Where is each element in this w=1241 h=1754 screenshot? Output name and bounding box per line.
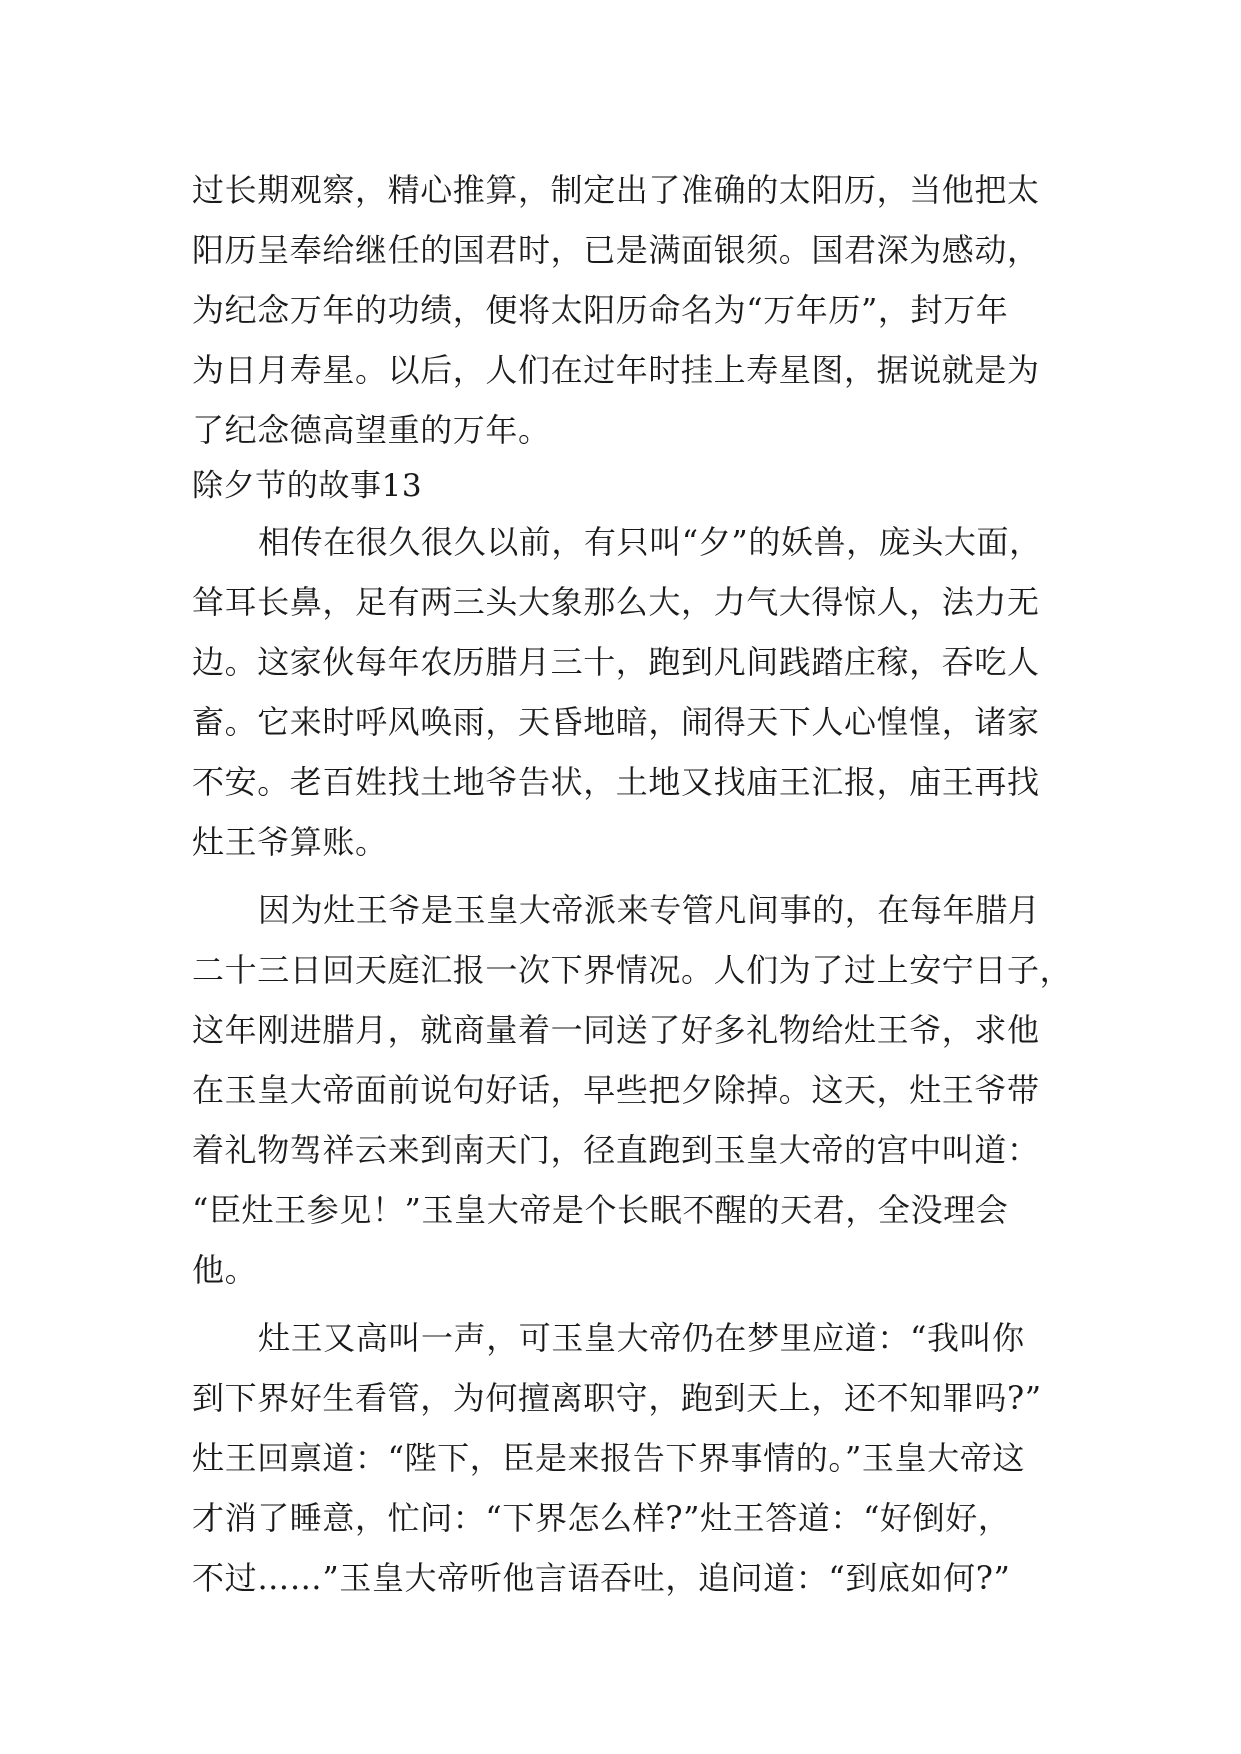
paragraph-3 [192,1308,1072,1608]
document-body [192,160,1072,1608]
text-line: 在玉皇大帝面前说句好话，早些把夕除掉。这天，灶王爷带 [192,1071,1040,1109]
text-line: 灶王爷算账。 [192,823,388,861]
text-line: 相传在很久很久以前，有只叫“夕”的妖兽，庞头大面， [258,523,1042,561]
section-title: 除夕节的故事13 [192,468,423,504]
text-line: 耸耳长鼻，足有两三头大象那么大，力气大得惊人，法力无 [192,583,1040,621]
text-line: 为日月寿星。以后，人们在过年时挂上寿星图，据说就是为 [192,351,1040,389]
text-line: “臣灶王参见！”玉皇大帝是个长眠不醒的天君，全没理会 [192,1191,1009,1229]
text-line: 不安。老百姓找土地爷告状，土地又找庙王汇报，庙王再找 [192,763,1040,801]
paragraph-gap [192,872,1072,880]
paragraph-1 [192,512,1072,872]
text-line: 不过……”玉皇大帝听他言语吞吐，追问道：“到底如何?” [192,1559,1011,1597]
paragraph-gap [192,1300,1072,1308]
text-line: 灶王回禀道：“陛下，臣是来报告下界事情的。”玉皇大帝这 [192,1439,1025,1477]
text-line: 为纪念万年的功绩，便将太阳历命名为“万年历”，封万年 [192,291,1009,329]
intro-paragraph [192,160,1072,460]
text-line: 灶王又高叫一声，可玉皇大帝仍在梦里应道：“我叫你 [258,1319,1025,1357]
text-line: 畜。它来时呼风唤雨，天昏地暗，闹得天下人心惶惶，诸家 [192,703,1040,741]
text-line: 了纪念德高望重的万年。 [192,411,551,449]
text-line: 他。 [192,1251,258,1289]
text-line: 二十三日回天庭汇报一次下界情况。人们为了过上安宁日子， [192,951,1073,989]
text-line: 着礼物驾祥云来到南天门，径直跑到玉皇大帝的宫中叫道： [192,1131,1040,1169]
text-line: 到下界好生看管，为何擅离职守，跑到天上，还不知罪吗?” [192,1379,1042,1417]
text-line: 阳历呈奉给继任的国君时，已是满面银须。国君深为感动， [192,231,1040,269]
text-line: 过长期观察，精心推算，制定出了准确的太阳历，当他把太 [192,171,1040,209]
text-line: 因为灶王爷是玉皇大帝派来专管凡间事的，在每年腊月 [258,891,1041,929]
text-line: 这年刚进腊月，就商量着一同送了好多礼物给灶王爷，求他 [192,1011,1040,1049]
paragraph-2 [192,880,1072,1300]
text-line: 边。这家伙每年农历腊月三十，跑到凡间践踏庄稼，吞吃人 [192,643,1040,681]
text-line: 才消了睡意，忙问：“下界怎么样?”灶王答道：“好倒好， [192,1499,1011,1537]
